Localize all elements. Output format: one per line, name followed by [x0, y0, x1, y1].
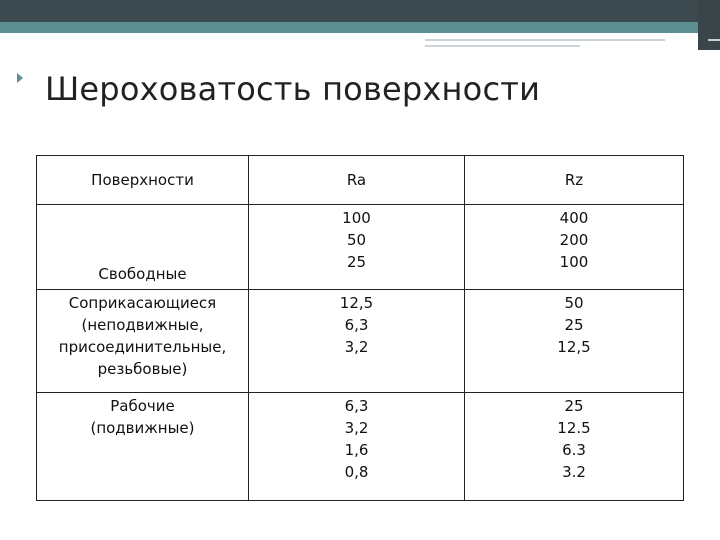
ra-cell: 6,3 3,2 1,6 0,8: [249, 393, 465, 501]
surface-cell: Рабочие (подвижные): [37, 393, 249, 501]
rz-cell: 25 12.5 6.3 3.2: [465, 393, 684, 501]
header-rule: [425, 39, 665, 41]
slide-title: Шероховатость поверхности: [45, 70, 541, 108]
bullet-arrow-icon: [17, 73, 23, 83]
column-header: Ra: [249, 156, 465, 205]
table-header-row: [37, 156, 684, 205]
roughness-table: [36, 155, 684, 501]
ra-cell: 12,5 6,3 3,2: [249, 290, 465, 393]
header-rule: [425, 45, 580, 47]
surface-cell: Свободные: [37, 205, 249, 290]
rz-cell: 400 200 100: [465, 205, 684, 290]
column-header: Поверхности: [37, 156, 249, 205]
header-bar-corner: [698, 0, 720, 50]
ra-cell: 100 50 25: [249, 205, 465, 290]
table-row: [37, 205, 684, 290]
table-row: [37, 290, 684, 393]
header-bar-teal: [0, 22, 698, 33]
header-rule: [708, 39, 720, 41]
header-bar-dark: [0, 0, 720, 22]
table-row: [37, 393, 684, 501]
rz-cell: 50 25 12,5: [465, 290, 684, 393]
surface-cell: Соприкасающиеся (неподвижные, присоединительные, резьбовые): [37, 290, 249, 393]
column-header: Rz: [465, 156, 684, 205]
